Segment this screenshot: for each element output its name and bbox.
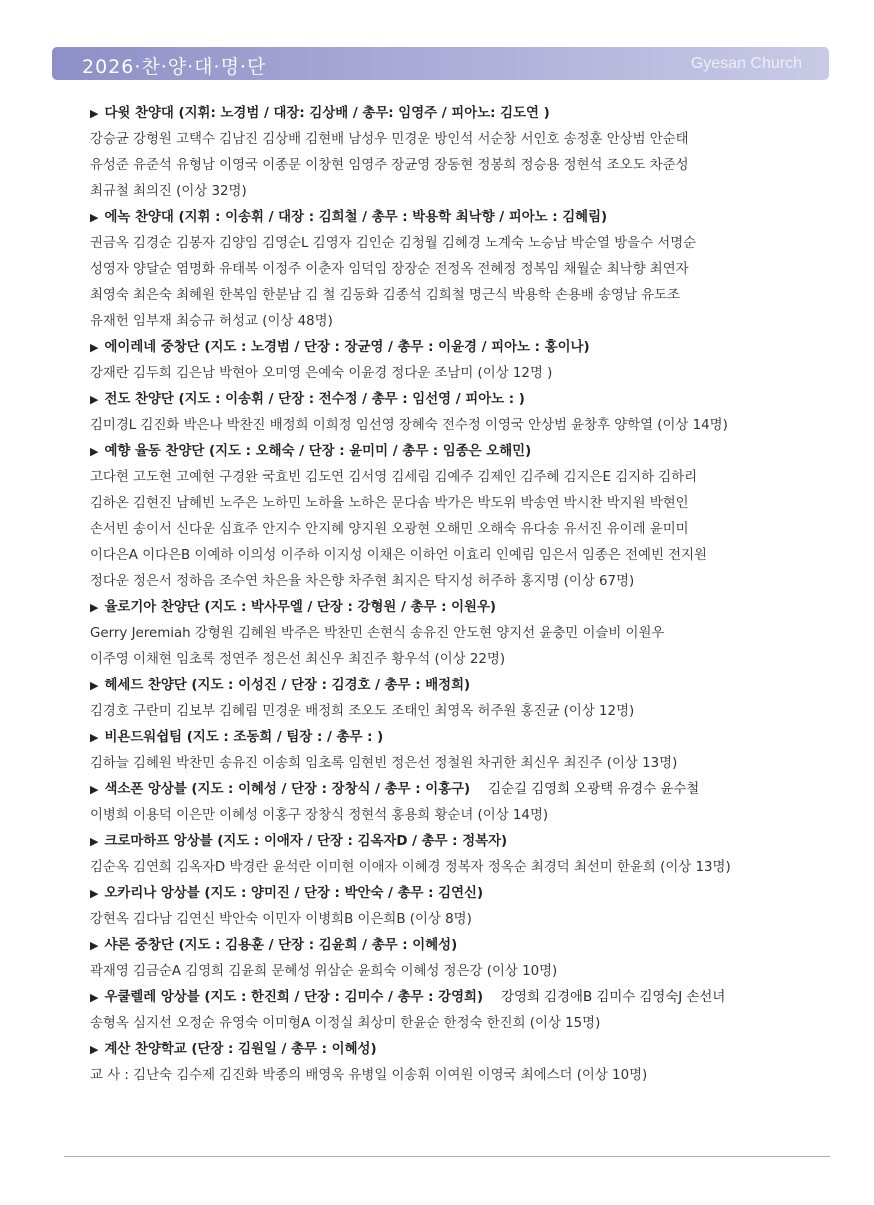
section-heading-text: 전도 찬양단 (지도 : 이송휘 / 단장 : 전수정 / 총무 : 임선영 / 피아노 : ) [104,392,525,407]
member-list [90,1011,810,1037]
choir-section [90,881,810,933]
section-heading [90,439,810,465]
member-list [90,231,810,335]
choir-section [90,673,810,725]
member-line: 손서빈 송이서 신다운 심효주 안지수 안지혜 양지원 오광현 오해민 오해숙 유다송 유서진 유이레 윤미미 [90,522,689,537]
section-heading [90,881,810,907]
section-heading [90,205,810,231]
section-heading-members: 김순길 김영희 오광택 유경수 윤수철 [488,782,700,797]
member-line: 교 사 : 김난숙 김수제 김진화 박종의 배영욱 유병일 이송휘 이여원 이영국 최에스더 (이상 10명) [90,1068,648,1083]
member-line: 강현옥 김다남 김연신 박안숙 이민자 이병희B 이은희B (이상 8명) [90,912,472,927]
section-heading [90,673,810,699]
triangle-bullet-icon: ▶ [90,991,99,1004]
member-line: 강재란 김두희 김은남 박현아 오미영 은예숙 이윤경 정다운 조남미 (이상 12명 ) [90,366,553,381]
member-list [90,907,810,933]
choir-section [90,985,810,1037]
section-heading-text: 계산 찬양학교 (단장 : 김원일 / 총무 : 이혜성) [104,1042,377,1057]
triangle-bullet-icon: ▶ [90,783,99,796]
header-bar [52,47,829,80]
member-line: 김미경L 김진화 박은나 박찬진 배정희 이희정 임선영 장혜숙 전수정 이영국 안상범 윤창후 양학열 (이상 14명) [90,418,728,433]
footer-divider [64,1156,830,1157]
triangle-bullet-icon: ▶ [90,887,99,900]
section-heading-text: 율로기아 찬양단 (지도 : 박사무엘 / 단장 : 강형원 / 총무 : 이원우) [104,600,497,615]
choir-section [90,439,810,595]
section-heading-text: 우쿨렐레 앙상블 (지도 : 한진희 / 단장 : 김미수 / 총무 : 강영희) [104,990,484,1005]
member-list [90,621,810,673]
member-list [90,959,810,985]
member-line: 이주영 이채현 임초록 정연주 정은선 최신우 최진주 황우석 (이상 22명) [90,652,506,667]
member-line: 김하온 김현진 남혜빈 노주은 노하민 노하율 노하은 문다솜 박가은 박도위 박송연 박시찬 박지원 박현인 [90,496,689,511]
triangle-bullet-icon: ▶ [90,939,99,952]
choir-section [90,725,810,777]
choir-section [90,101,810,205]
triangle-bullet-icon: ▶ [90,211,99,224]
choir-section [90,777,810,829]
section-heading [90,335,810,361]
section-heading-text: 비욘드워쉽팀 (지도 : 조동희 / 팀장 : / 총무 : ) [104,730,384,745]
section-heading [90,101,810,127]
section-heading-members: 강영희 김경애B 김미수 김영숙J 손선녀 [501,990,726,1005]
triangle-bullet-icon: ▶ [90,601,99,614]
section-heading [90,985,810,1011]
choir-section [90,829,810,881]
member-list [90,465,810,595]
choir-section [90,933,810,985]
triangle-bullet-icon: ▶ [90,731,99,744]
member-list [90,413,810,439]
section-heading-text: 에이레네 중창단 (지도 : 노경범 / 단장 : 장균영 / 총무 : 이윤경 / 피아노 : 홍이나) [104,340,590,355]
section-heading-text: 샤론 중창단 (지도 : 김용훈 / 단장 : 김윤희 / 총무 : 이혜성) [104,938,458,953]
member-line: 유재헌 임부재 최승규 허성교 (이상 48명) [90,314,333,329]
triangle-bullet-icon: ▶ [90,1043,99,1056]
member-line: 권금옥 김경순 김봉자 김양임 김영순L 김영자 김인순 김청월 김혜경 노계숙 노승남 박순열 방을수 서명순 [90,236,697,251]
member-list [90,127,810,205]
member-list [90,699,810,725]
section-heading [90,1037,810,1063]
triangle-bullet-icon: ▶ [90,679,99,692]
member-line: Gerry Jeremiah 강형원 김혜원 박주은 박찬민 손현식 송유진 안도현 양지선 윤충민 이슬비 이원우 [90,626,665,641]
triangle-bullet-icon: ▶ [90,445,99,458]
member-list [90,855,810,881]
member-line: 곽재영 김금순A 김영희 김윤희 문혜성 위삼순 윤희숙 이혜성 정은강 (이상 10명) [90,964,558,979]
member-line: 고다현 고도현 고예현 구경완 국효빈 김도연 김서영 김세림 김예주 김제인 김주혜 김지은E 김지하 김하리 [90,470,698,485]
member-line: 최영숙 최은숙 최혜원 한복임 한분남 김 철 김동화 김종석 김희철 명근식 박용학 손용배 송영남 유도조 [90,288,680,303]
section-heading-text: 오카리나 앙상블 (지도 : 양미진 / 단장 : 박안숙 / 총무 : 김연신) [104,886,484,901]
section-heading-text: 색소폰 앙상블 (지도 : 이혜성 / 단장 : 장창식 / 총무 : 이홍구) [104,782,471,797]
member-line: 송형옥 심지선 오정순 유영숙 이미형A 이정실 최상미 한윤순 한정숙 한진희 (이상 15명) [90,1016,601,1031]
member-list [90,1063,810,1089]
member-line: 최규철 최의진 (이상 32명) [90,184,247,199]
choir-section [90,335,810,387]
choir-list [90,101,810,1089]
member-line: 김순옥 김연희 김옥자D 박경란 윤석란 이미현 이애자 이혜경 정복자 정옥순 최경덕 최선미 한윤희 (이상 13명) [90,860,731,875]
section-heading [90,725,810,751]
triangle-bullet-icon: ▶ [90,341,99,354]
section-heading-text: 헤세드 찬양단 (지도 : 이성진 / 단장 : 김경호 / 총무 : 배정희) [104,678,471,693]
section-heading-text: 크로마하프 앙상블 (지도 : 이애자 / 단장 : 김옥자D / 총무 : 정복자) [104,834,508,849]
choir-section [90,1037,810,1089]
triangle-bullet-icon: ▶ [90,835,99,848]
section-heading-text: 예향 율동 찬양단 (지도 : 오해숙 / 단장 : 윤미미 / 총무 : 임종은 오해민) [104,444,532,459]
section-heading-text: 다윗 찬양대 (지휘: 노경범 / 대장: 김상배 / 총무: 임영주 / 피아노: 김도연 ) [104,106,550,121]
member-line: 김하늘 김혜원 박찬민 송유진 이송희 임초록 임현빈 정은선 정철원 차귀한 최신우 최진주 (이상 13명) [90,756,678,771]
member-list [90,361,810,387]
member-list [90,803,810,829]
member-line: 강승균 강형원 고택수 김남진 김상배 김현배 남성우 민경운 방인석 서순창 서인호 송정훈 안상범 안순태 [90,132,689,147]
choir-section [90,387,810,439]
choir-section [90,595,810,673]
member-line: 이다은A 이다은B 이예하 이의성 이주하 이지성 이채은 이하언 이효리 인예림 임은서 임종은 전예빈 전지원 [90,548,707,563]
section-heading [90,829,810,855]
choir-section [90,205,810,335]
member-line: 김경호 구란미 김보부 김혜림 민경운 배정희 조오도 조태인 최영옥 허주원 홍진균 (이상 12명) [90,704,635,719]
member-line: 정다운 정은서 정하음 조수연 차은율 차은향 차주현 최지은 탁지성 허주하 홍지명 (이상 67명) [90,574,635,589]
section-heading [90,387,810,413]
section-heading [90,933,810,959]
member-line: 유성준 유준석 유형남 이영국 이종문 이창현 임영주 장균영 장동현 정봉희 정승용 정현석 조오도 차준성 [90,158,689,173]
triangle-bullet-icon: ▶ [90,393,99,406]
member-line: 성영자 양달순 염명화 유태복 이정주 이춘자 임덕임 장장순 전정옥 전혜정 정복임 채월순 최낙향 최연자 [90,262,689,277]
church-name: Gyesan Church [690,55,802,72]
member-list [90,751,810,777]
triangle-bullet-icon: ▶ [90,107,99,120]
member-line: 이병희 이용덕 이은만 이혜성 이홍구 장창식 정현석 홍용희 황순녀 (이상 14명) [90,808,549,823]
section-heading-text: 에녹 찬양대 (지휘 : 이송휘 / 대장 : 김희철 / 총무 : 박용학 최낙향 / 피아노 : 김혜림) [104,210,608,225]
section-heading [90,595,810,621]
page-title: 2026·찬·양·대·명·단 [82,56,267,78]
section-heading [90,777,810,803]
